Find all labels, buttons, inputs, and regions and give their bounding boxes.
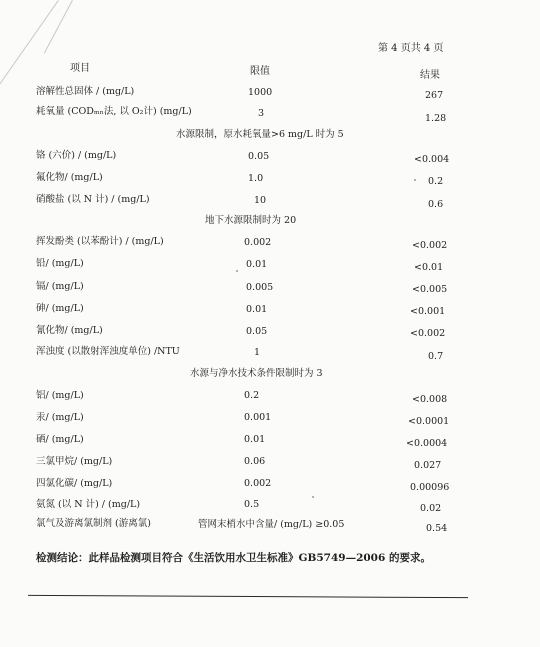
header-limit: 限值 bbox=[250, 66, 270, 77]
row-item: 氟化物/ (mg/L) bbox=[36, 172, 103, 183]
row-result: 0.027 bbox=[414, 460, 442, 471]
row-limit: 0.002 bbox=[244, 478, 272, 489]
row-limit: 0.01 bbox=[244, 434, 266, 445]
row-limit: 10 bbox=[254, 195, 267, 206]
scan-edge-line bbox=[0, 0, 59, 91]
row-result: 1.28 bbox=[425, 113, 447, 124]
row-result: <0.0004 bbox=[406, 438, 448, 449]
row-result: 0.02 bbox=[420, 503, 442, 514]
row-result: <0.0001 bbox=[408, 416, 450, 427]
row-item: 汞/ (mg/L) bbox=[36, 412, 84, 423]
row-result: 0.54 bbox=[426, 523, 448, 534]
row-result: 0.00096 bbox=[410, 482, 450, 493]
row-item: 铝/ (mg/L) bbox=[36, 390, 84, 401]
row-limit: 0.002 bbox=[244, 237, 272, 248]
row-result: 267 bbox=[425, 90, 444, 101]
footer-rule bbox=[28, 595, 468, 598]
row-result: <0.008 bbox=[412, 394, 448, 405]
page-number: 第 4 页共 4 页 bbox=[378, 43, 444, 54]
section-note: 水源与净水技术条件限制时为 3 bbox=[190, 368, 323, 379]
row-result: 0.6 bbox=[428, 199, 444, 210]
row-limit: 3 bbox=[258, 108, 265, 119]
header-result: 结果 bbox=[420, 70, 440, 81]
row-item: 氰化物/ (mg/L) bbox=[36, 325, 103, 336]
row-item: 铅/ (mg/L) bbox=[36, 258, 84, 269]
test-conclusion: 检测结论：此样品检测项目符合《生活饮用水卫生标准》GB5749—2006 的要求。 bbox=[36, 552, 431, 564]
row-limit: 0.05 bbox=[246, 326, 268, 337]
row-result: 0.2 bbox=[428, 176, 444, 187]
row-result: <0.004 bbox=[414, 154, 450, 165]
row-item: 硒/ (mg/L) bbox=[36, 434, 84, 445]
row-limit: 0.01 bbox=[246, 304, 268, 315]
row-item: 溶解性总固体 / (mg/L) bbox=[36, 86, 135, 97]
row-limit: 0.005 bbox=[246, 282, 274, 293]
row-result: <0.01 bbox=[414, 262, 444, 273]
row-limit: 0.01 bbox=[246, 259, 268, 270]
section-note: 水源限制，原水耗氧量>6 mg/L 时为 5 bbox=[176, 129, 344, 140]
row-item: 挥发酚类 (以苯酚计) / (mg/L) bbox=[36, 236, 164, 247]
row-item: 氨氮 (以 N 计) / (mg/L) bbox=[36, 499, 141, 510]
row-limit: 1000 bbox=[248, 87, 273, 98]
row-result: <0.005 bbox=[412, 284, 448, 295]
row-limit: 管网末梢水中含量/ (mg/L) ≥0.05 bbox=[198, 519, 345, 530]
row-limit: 1.0 bbox=[248, 173, 264, 184]
row-item: 铬 (六价) / (mg/L) bbox=[36, 150, 117, 161]
row-item: 浑浊度 (以散射浑浊度单位) /NTU bbox=[36, 346, 180, 357]
row-limit: 1 bbox=[254, 347, 261, 358]
row-item: 三氯甲烷/ (mg/L) bbox=[36, 456, 113, 467]
row-result: <0.002 bbox=[410, 328, 446, 339]
row-result: 0.7 bbox=[428, 351, 444, 362]
row-item: 砷/ (mg/L) bbox=[36, 303, 84, 314]
row-limit: 0.05 bbox=[248, 151, 270, 162]
scan-edge-line bbox=[44, 0, 73, 53]
scan-speck bbox=[236, 270, 238, 272]
row-result: <0.002 bbox=[412, 240, 448, 251]
row-limit: 0.2 bbox=[244, 390, 260, 401]
section-note: 地下水源限制时为 20 bbox=[205, 215, 297, 226]
row-item: 氯气及游离氯制剂 (游离氯) bbox=[36, 518, 151, 529]
scan-speck bbox=[414, 179, 416, 181]
row-limit: 0.06 bbox=[244, 456, 266, 467]
header-item: 项目 bbox=[70, 63, 90, 74]
row-limit: 0.001 bbox=[244, 412, 272, 423]
row-item: 硝酸盐 (以 N 计) / (mg/L) bbox=[36, 194, 150, 205]
row-result: <0.001 bbox=[410, 306, 446, 317]
row-item: 四氯化碳/ (mg/L) bbox=[36, 478, 113, 489]
row-limit: 0.5 bbox=[244, 499, 260, 510]
row-item: 镉/ (mg/L) bbox=[36, 281, 84, 292]
scan-speck bbox=[312, 496, 314, 498]
row-item: 耗氧量 (CODₘₙ法, 以 O₂计) (mg/L) bbox=[36, 106, 192, 117]
